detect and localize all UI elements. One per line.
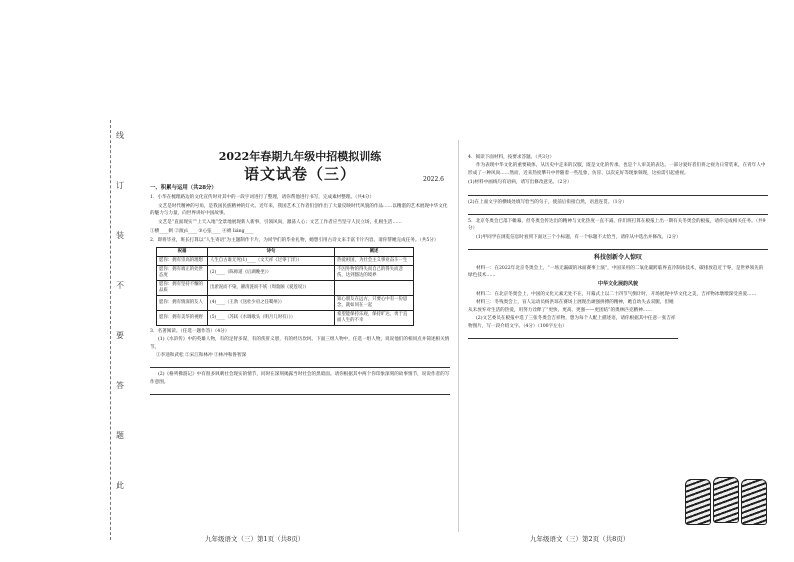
question-1-text: 文艺是时代精神的号角，是我国民族精神的灯火。近年来，我国艺术工作者们创作出了大量反映时代风貌的作品……以精湛的艺术展现中华文化的魅力与力量，向世界讲好中国故事。	[150, 203, 448, 217]
answer-line	[468, 208, 768, 215]
exam-title: 语文试卷（三）	[243, 165, 356, 183]
question-4-text: 作为表现中华文化的重要载体，从历史中走来的汉服，既是文化的传承，也是个人审美的表达。一部分爱好者们将之视为日常装束，在青年人中形成了一种风尚……然而，近来热度攀升中伴随着一些乱象，仿冒、以次充好等现象频现，这亟需引起重视。	[468, 163, 766, 176]
table-cell: 热爱祖国，为社会主义事业奋斗一生	[335, 256, 414, 265]
question-3-intro: 3．名著阅读。（任选一题作答）（4分）	[150, 328, 230, 334]
binding-dashed-line	[110, 120, 111, 540]
answer-line	[468, 189, 768, 196]
table-cell: (5)____（苏轼《水调歌头（明月几时有）》）	[208, 310, 335, 325]
question-1-blanks: ①横____刺 ②演yì____ ③心弦____ ④绵 liáng____	[150, 229, 254, 235]
table-header: 祝福	[157, 247, 208, 256]
table-cell: 人生自古谁无死(1)____（文天祥《过零丁洋》）	[208, 256, 335, 265]
binding-mark: 线	[116, 131, 124, 140]
exam-heading: 2022年春期九年级中招模拟训练	[218, 150, 382, 163]
binding-mark: 不	[116, 281, 124, 290]
question-5-intro: 5．北京冬奥会已落下帷幕，但冬奥会传达出的精神与文化热度一直不减，你们班打算在板报上出一期有关冬奥会的板报，请你完成相关任务。（共9分）	[468, 219, 766, 232]
question-1-text: 文艺是“直面现实”“上天入地”全景地展现新人新事，引领风尚，激荡人心；文艺工作者应当坚守人民立场，扎根生活……	[158, 219, 402, 225]
question-1-intro: 1．小华在梳理路边的文化宣传时对其中的一段字词进行了整理，请你帮他进行书写，完成素材整理。（共4分）	[150, 195, 375, 201]
table-row	[157, 295, 414, 310]
table-cell: 出淤泥而不染，濯清涟而不妖（周敦颐《爱莲说》）	[208, 280, 335, 295]
table-cell: 愿你：拥有情深的友人	[157, 295, 208, 310]
question-2-intro: 2．即将毕业，班长打算以“人生寄语”为主题制作卡片，为同学们的毕业礼物，她想引用古诗文来丰富卡片内容，请你帮她完成任务。（共5分）	[150, 238, 439, 244]
table-row	[157, 256, 414, 265]
section-title: 一、积累与运用（共28分）	[150, 185, 217, 191]
page-divider	[458, 140, 459, 532]
table-row	[157, 310, 414, 325]
material-3: 材料三：冬残奥会上，盲人运动员杨洪琼在赛场上展现出顽强拼搏的精神，她自幼失去双腿，但她从未放弃对生活的热爱，用努力诠释了“更快、更高、更强——更团结”的奥林匹克精神……	[468, 300, 674, 313]
table-cell: 知心朋友在远方，只要心中有一份思念，就如同在一起	[335, 295, 414, 310]
question-4-sub2: (2)在上面文字的横线处填写恰当的句子，使前后衔接自然，语意连贯。（1分）	[468, 199, 627, 205]
table-cell: 不因外物的得失而自己的得失而悲伤，达到豁达的境界	[335, 265, 414, 280]
table-cell: 愿你：拥有美华的视野	[157, 310, 208, 325]
page-footer-right: 九年级语文（三）第2页（共8页）	[530, 535, 630, 543]
table-cell	[335, 280, 414, 295]
table-cell: 愿你：拥有坚持不懈的品质	[157, 280, 208, 295]
table-row	[157, 265, 414, 280]
table-header: 阐述	[335, 247, 414, 256]
answer-line	[468, 243, 768, 250]
mascot-image	[685, 479, 711, 525]
mascot-images	[685, 475, 765, 527]
mascot-image	[713, 477, 739, 523]
binding-mark: 要	[116, 331, 124, 340]
table-cell: 愿你：拥有崇高的理想	[157, 256, 208, 265]
answer-line	[150, 388, 450, 395]
answer-line	[468, 332, 678, 339]
material-subtitle: 中华文化展韵风貌	[597, 281, 638, 288]
mascot-image	[741, 479, 767, 525]
table-header: 诗句	[208, 247, 335, 256]
left-page	[150, 150, 450, 398]
table-cell: (4)____（王勃《送杜少府之任蜀州》）	[208, 295, 335, 310]
binding-mark: 答	[116, 381, 124, 390]
table-cell: 愿你：拥有端正的处世态度	[157, 265, 208, 280]
question-3-option-a: (1)《水浒传》中的英雄人物，有的足智多谋，有的侠肝义胆，有的经历坎坷。下面三组人物中，任选一组人物，说说他们的相同点并简述相关情节。	[150, 337, 450, 350]
right-page	[468, 152, 768, 342]
binding-margin	[96, 120, 138, 540]
question-5-sub1: (1)甲同学在浏览信息时看到下面这三个小标题，有一个标题不太恰当，请你从中选出并修改。（2分）	[476, 234, 681, 240]
binding-mark: 题	[116, 431, 124, 440]
table-row	[157, 280, 414, 295]
page-footer-left: 九年级语文（三）第1页（共8页）	[205, 535, 305, 543]
question-5-sub2: (2)文艺委员在板报中选了三张冬奥会吉祥物，想为每个人配上描述语，请你根据其中任意一张吉祥物图片，写一段介绍文字。（4分）（100字左右）	[468, 316, 676, 329]
binding-mark: 订	[116, 181, 124, 190]
material-1: 材料一：在2022年北京冬奥会上，“一场无漏碳的冰面赛事上演”，中国采用的二氧化碳跨临界直冷制冰技术，碳排放趋近于零，是世界领先的绿色技术……	[468, 265, 764, 279]
table-cell: (2)____（陈师道《后湖晚坐》）	[208, 265, 335, 280]
question-3-option-b: (2)《格列佛游记》中有很多讽刺社会现实的情节，同时在深刻揭露当时社会的黑暗面。请你根据其中两个你印象深刻的故事情节，说说作者的写作意图。	[150, 372, 450, 385]
answer-line	[150, 361, 450, 368]
poetry-table	[156, 247, 414, 326]
exam-date: 2022.6	[423, 176, 444, 183]
question-4-sub1: (1)材料中画线句有语病，请写出修改意见。（2分）	[468, 180, 572, 186]
material-box-title: 科技创新令人惊叹	[593, 254, 642, 262]
question-4-intro: 4．阅读下面材料，按要求答题。（共3分）	[468, 155, 555, 160]
material-2: 材料二：在北京冬奥会上，中国的文化元素无处不在，开幕式上以二十四节气倒计时，开场展现中华文化之美，吉祥物冰墩墩深受喜爱……	[476, 291, 757, 297]
table-cell: 希望能保持乐观，保持旷达，勇于直面人生的不幸	[335, 310, 414, 325]
question-3-choices: ①李逵和武松 ②宋江和林冲 ③林冲和鲁智深	[156, 353, 247, 359]
binding-mark: 装	[116, 231, 124, 240]
binding-mark: 此	[116, 481, 124, 490]
